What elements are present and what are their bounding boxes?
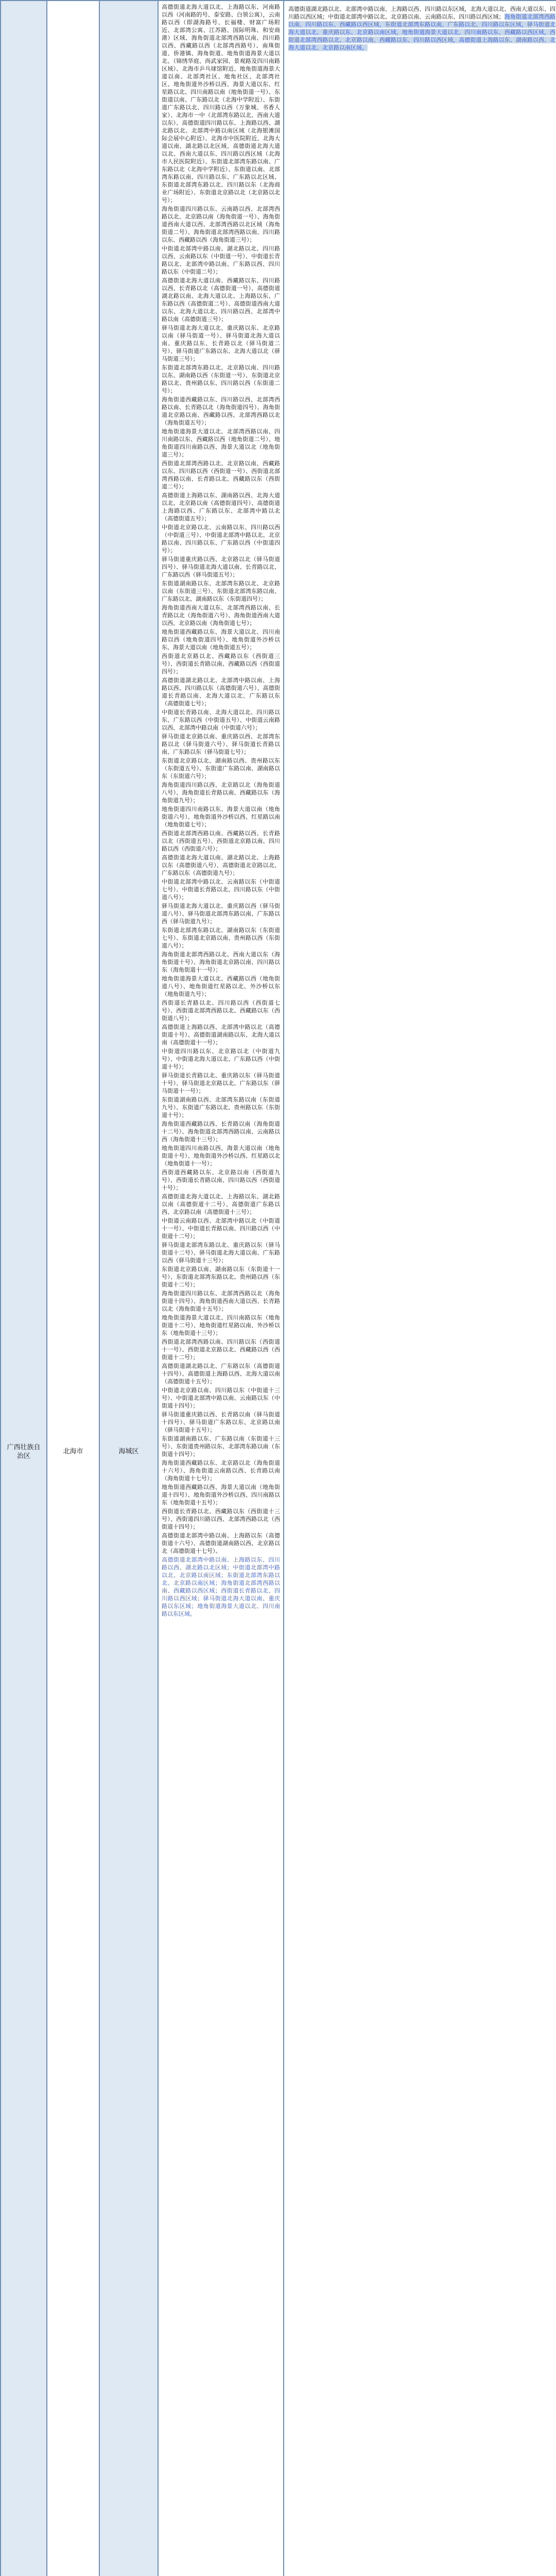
area-paragraph: 地角街道西藏路以西、海景大道以南（地角街道十四号）、地角街道外沙桥以西、四川南路以东（地角街道十五号）； bbox=[162, 1484, 280, 1506]
area-paragraph: 驿马街道北部湾东路以北、重庆路以东（驿马街道十二号）、驿马街道北海大道以南、广东路以西（驿马街道十三号）； bbox=[162, 1242, 280, 1264]
area-paragraph: 驿马街道北海大道以北、重庆路以西（驿马街道八号）、驿马街道北部湾东路以南、广东路以西（驿马街道九号）； bbox=[162, 903, 280, 925]
area-paragraph: 海角街道西南大道以东、北部湾西路以南、长青路以北（海角街道六号）、海角街道西南大道以西、北京路以南（海角街道七号）； bbox=[162, 604, 280, 626]
notes-paragraph: 高德街道湖北路以北、北部湾中路以南、上海路以西、四川路以东区域，北海大道以北、西南大道以东、四川路以西区域； bbox=[288, 6, 555, 20]
area-paragraph: 高德街道北部湾中路以南、上海路以东（高德街道十六号）、高德街道湖南路以西、北京路以北（高德街道十七号）。 bbox=[162, 1532, 280, 1554]
city-label: 北海市 bbox=[63, 1448, 83, 1455]
area-paragraph: 中街道北部湾中路以南、湖北路以北、四川路以西、云南路以东（中街道一号）、中街道长青路以北、北部湾中路以南、广东路以西、四川路以东（中街道二号）； bbox=[162, 245, 280, 275]
area-paragraph: 西街道北部湾西路以南、四川路以东（西街道十一号）、西街道北京路以北、西藏路以西（西街道十二号）； bbox=[162, 1338, 280, 1361]
area-paragraph: 海角街道西藏路以东、北京路以北（海角街道十六号）、海角街道云南路以西、长青路以南（海角街道十七号）； bbox=[162, 1460, 280, 1482]
notes-paragraph: 中街道北部湾中路以北、北京路以南、云南路以东、四川路以西区域； bbox=[328, 13, 505, 20]
area-paragraph: 高德街道上海路以西、北部湾中路以北（高德街道十号）、高德街道湖南路以东、北海大道以南（高德街道十一号）； bbox=[162, 1024, 280, 1046]
area-paragraph: 中街道四川路以东、北京路以北（中街道九号）、中街道北海大道以北、广东路以西（中街道十号）； bbox=[162, 1048, 280, 1070]
area-paragraph: 海角街道四川路以东、云南路以西、北部湾西路以北、北京路以南（海角街道一号）、海角街道西南大道以西、北部湾西路以北区域（海角街道二号）、海角街道北部湾西路以南、四川路以东、西藏路以西（海角街道三号）； bbox=[162, 206, 280, 243]
area-paragraph: 东街道湖南路以东、广东路以南（东街道十三号）、东街道贵州路以东、北部湾东路以南（东街道十四号）； bbox=[162, 1435, 280, 1458]
area-paragraph: 高德街道湖北路以北、广东路以东（高德街道十四号）、高德街道上海路以西、北海大道以南（高德街道十五号）； bbox=[162, 1363, 280, 1385]
region-label: 广西壮族自治区 bbox=[7, 1443, 41, 1460]
area-paragraph: 西街道长青路以北、西藏路以东（西街道十三号）、西街道四川路以西、北部湾西路以北（西街道十四号）； bbox=[162, 1508, 280, 1530]
notes-highlight: 海角街道北部湾西路以南、四川路以东、西藏路以西区域，东街道北部湾东路以南、广东路以北、四川路以东区域，驿马街道北海大道以北、重庆路以东、北京路以南区域，地角街道海景大道以北、四川南路以东、西藏路以西区域，西街道北部湾西路以北、北京路以南、西藏路以东、四川路以西区域，高德街道上海路以东、湖南路以西、北海大道以北、北京路以南区域。 bbox=[288, 13, 556, 51]
area-paragraph: 驿马街道长青路以北、重庆路以东（驿马街道十号）、驿马街道北京路以北、广东路以东（驿马街道十一号）； bbox=[162, 1072, 280, 1094]
area-paragraph: 东街道北京路以南、湖南路以东（东街道十一号）、东街道北部湾东路以北、贵州路以西（东街道十二号）； bbox=[162, 1266, 280, 1288]
area-paragraph: 海角街道四川路以西、北京路以北（海角街道八号）、海角街道长青路以南、西藏路以东（海角街道九号）； bbox=[162, 782, 280, 804]
area-paragraph: 西街道长青路以北、四川路以西（西街道七号）、西街道北部湾西路以北、西藏路以东（西街道八号）； bbox=[162, 999, 280, 1022]
area-paragraph: 地角街道四川南路以东、海景大道以南（地角街道六号）、地角街道外沙桥以西、红星路以南（地角街道七号）； bbox=[162, 806, 280, 828]
area-paragraph: 西街道北京路以北、西藏路以东（西街道三号）、西街道长青路以南、西藏路以西（西街道四号）； bbox=[162, 653, 280, 675]
area-paragraph: 地角街道海景大道以北、北部湾西路以南、四川南路以东、西藏路以西（地角街道二号）、地角街道四川南路以西、海景大道以北（地角街道三号）； bbox=[162, 428, 280, 458]
area-paragraph: 西街道北部湾西路以南、西藏路以西、长青路以北（西街道五号）、西街道北京路以南、四川路以西（西街道六号）； bbox=[162, 830, 280, 852]
area-paragraph: 西街道北部湾西路以北、北京路以南、西藏路以东、四川路以西（西街道一号）、西街道北部湾西路以南、长青路以北、西藏路以东（西街道二号）； bbox=[162, 460, 280, 490]
area-paragraph: 东街道北京路以北、湖南路以西、贵州路以东（东街道五号）、东街道广东路以南、湖南路以东（东街道六号）； bbox=[162, 757, 280, 779]
area-paragraph: 地角街道四川南路以西、海景大道以南（地角街道十号）、地角街道外沙桥以西、红星路以北（地角街道十一号）； bbox=[162, 1145, 280, 1167]
area-paragraph: 高德街道北海大道以北、上海路以东、河南路以西（河南路的号、泰安路、白领公寓），云南路以西（即湖海路号、长福楼、财富广场附近、北部湾公寓、江苏路、国际明珠、和安商港）区域、海角街道北部湾西路以南、四川路以西、西藏路以西（北部湾西路号）、南珠街道、侨港镇、海角街道、地角街道海景大道以北、（锦绣华庭、尚武家园、景观路及四川南路区域）、北海市乒乓球馆附近、地角街道海景大道以南、北部湾社区、地角社区、北部湾社区、地角街道外沙桥以西、海景大道以东、红星路以北、四川南路以南（地角街道一号）、东街道以南、广东路以北（北海中学附近）、东街道广东路以北、四川路以西（万象城、书香人家）、北海市一中（北部湾东路以北、西南大道以东）、高德街道四川路以东、上海路以西、湖北路以北、北部湾中路以南区域（北海银滩国际会展中心附近）、北海市中医院附近、北海大道以南、湖北路以北区域、高德街道北海大道以北、西南大道以东、四川路以西区域（北海市人民医院附近）、东街道北部湾东路以南、广东路以北（北海中学附近）、东街道以南、北部湾东路以南、四川路以东、广东路以北区域、东街道北部湾东路以北、四川路以东（北海商业广场附近）、东街道北京路以北（北京路以北号）； bbox=[162, 4, 280, 204]
area-description bbox=[159, 1, 283, 1621]
region-cell bbox=[1, 1, 47, 2576]
notes-description bbox=[284, 1, 556, 56]
area-paragraph: 驿马街道重庆路以西、长青路以南（驿马街道十四号）、驿马街道广东路以东、北京路以南（驿马街道十五号）； bbox=[162, 1411, 280, 1433]
area-paragraph: 东街道湖南路以西、北部湾东路以南（东街道九号）、东街道广东路以北、贵州路以东（东街道十号）； bbox=[162, 1096, 280, 1118]
area-paragraph: 高德街道北海大道以南、湖北路以北、上海路以东（高德街道八号）、高德街道北京路以北、广东路以东（高德街道九号）； bbox=[162, 854, 280, 876]
area-paragraph: 地角街道西藏路以东、海景大道以北、四川南路以西（地角街道四号）、地角街道外沙桥以东、海景大道以南（地角街道五号）； bbox=[162, 629, 280, 651]
area-highlight-paragraph: 高德街道北部湾中路以南、上海路以东、四川路以西、湖北路以北区域；中街道北部湾中路以北、北京路以南区域；东街道北部湾东路以北、北京路以南区域；海角街道北部湾西路以南、西藏路以西区域；西街道长青路以北、四川路以西区域；驿马街道北海大道以南、重庆路以东区域；地角街道海景大道以北、四川南路以东区域。 bbox=[162, 1556, 280, 1617]
district-label: 海城区 bbox=[118, 1448, 139, 1455]
area-paragraph: 中街道北京路以北、云南路以东、四川路以西（中街道三号）、中街道北部湾中路以北、北京路以南、四川路以东、广东路以西（中街道四号）； bbox=[162, 524, 280, 554]
area-paragraph: 驿马街道北海大道以北、重庆路以东、北京路以南（驿马街道一号）、驿马街道北海大道以南、重庆路以东、长青路以北（驿马街道二号）、驿马街道广东路以东、北海大道以北（驿马街道三号）； bbox=[162, 325, 280, 362]
area-paragraph: 海角街道西藏路以东、四川路以西、北部湾西路以南、长青路以北（海角街道四号）、海角街道北京路以南、西藏路以西、北部湾西路以北（海角街道五号）； bbox=[162, 396, 280, 426]
area-paragraph: 中街道长青路以南、北海大道以北、四川路以东、广东路以西（中街道五号）、中街道云南路以西、北部湾中路以南（中街道六号）； bbox=[162, 709, 280, 731]
area-paragraph: 高德街道北海大道以北、上海路以东、湖北路以南（高德街道十二号）、高德街道广东路以西、北京路以南（高德街道十三号）； bbox=[162, 1193, 280, 1215]
area-paragraph: 海角街道四川路以东、北部湾西路以北（海角街道十四号）、海角街道西南大道以西、长青路以北（海角街道十五号）； bbox=[162, 1290, 280, 1312]
area-paragraph: 高德街道北海大道以南、西藏路以东、四川路以西、长青路以北（高德街道一号）、高德街道湖北路以南、北海大道以北、上海路以东、广东路以西（高德街道二号）、高德街道西南大道以东、北海大道以北、四川路以西、北部湾中路以南（高德街道三号）； bbox=[162, 277, 280, 323]
area-paragraph: 东街道北部湾东路以北、湖南路以东（东街道七号）、东街道北京路以南、贵州路以西（东街道八号）； bbox=[162, 927, 280, 949]
area-paragraph: 高德街道湖北路以北、北部湾中路以南、上海路以西、四川路以东（高德街道六号）、高德街道长青路以南、北海大道以北、广东路以东（高德街道七号）； bbox=[162, 677, 280, 707]
area-paragraph: 地角街道海景大道以北、四川南路以东（地角街道十二号）、地角街道红星路以南、外沙桥以东（地角街道十三号）； bbox=[162, 1314, 280, 1336]
area-paragraph: 中街道北部湾中路以北、云南路以东（中街道七号）、中街道长青路以北、四川路以东（中街道八号）； bbox=[162, 878, 280, 901]
area-paragraph: 海角街道西藏路以西、长青路以南（海角街道十二号）、海角街道北部湾西路以南、云南路以西（海角街道十三号）； bbox=[162, 1121, 280, 1143]
area-paragraph: 高德街道上海路以东、湖南路以西、北海大道以北、北京路以南（高德街道四号）、高德街道上海路以西、广东路以东、北部湾中路以北（高德街道五号）； bbox=[162, 492, 280, 522]
area-paragraph: 地角街道海景大道以北、西藏路以西（地角街道八号）、地角街道红星路以北、外沙桥以东（地角街道九号）； bbox=[162, 975, 280, 997]
notes-cell bbox=[284, 1, 556, 2576]
area-cell bbox=[158, 1, 284, 2576]
area-paragraph: 东街道湖南路以东、北部湾东路以北、北京路以南（东街道三号）、东街道北部湾东路以南、广东路以北、湖南路以东（东街道四号）； bbox=[162, 580, 280, 602]
area-paragraph: 东街道北部湾东路以北、北京路以南、四川路以东、湖南路以西（东街道一号）、东街道北京路以北、贵州路以东、四川路以西（东街道二号）； bbox=[162, 364, 280, 394]
area-paragraph: 驿马街道重庆路以西、北京路以北（驿马街道四号）、驿马街道北海大道以南、长青路以北、广东路以西（驿马街道五号）； bbox=[162, 556, 280, 578]
city-cell bbox=[47, 1, 99, 2576]
table-row bbox=[1, 1, 556, 2576]
area-paragraph: 中街道北京路以南、四川路以东（中街道十三号）、中街道北部湾中路以南、云南路以东（中街道十四号）； bbox=[162, 1387, 280, 1409]
area-paragraph: 中街道云南路以西、北部湾中路以北（中街道十一号）、中街道长青路以南、四川路以西（中街道十二号）； bbox=[162, 1217, 280, 1240]
area-paragraph: 西街道西藏路以东、北京路以南（西街道九号）、西街道长青路以南、四川路以西（西街道十号）； bbox=[162, 1169, 280, 1191]
area-paragraph: 驿马街道北京路以南、重庆路以西、北部湾东路以北（驿马街道六号）、驿马街道长青路以南、广东路以东（驿马街道七号）； bbox=[162, 733, 280, 755]
district-cell bbox=[99, 1, 158, 2576]
area-paragraph: 海角街道北部湾西路以北、西南大道以东（海角街道十号）、海角街道北京路以南、四川路以东（海角街道十一号）； bbox=[162, 951, 280, 973]
